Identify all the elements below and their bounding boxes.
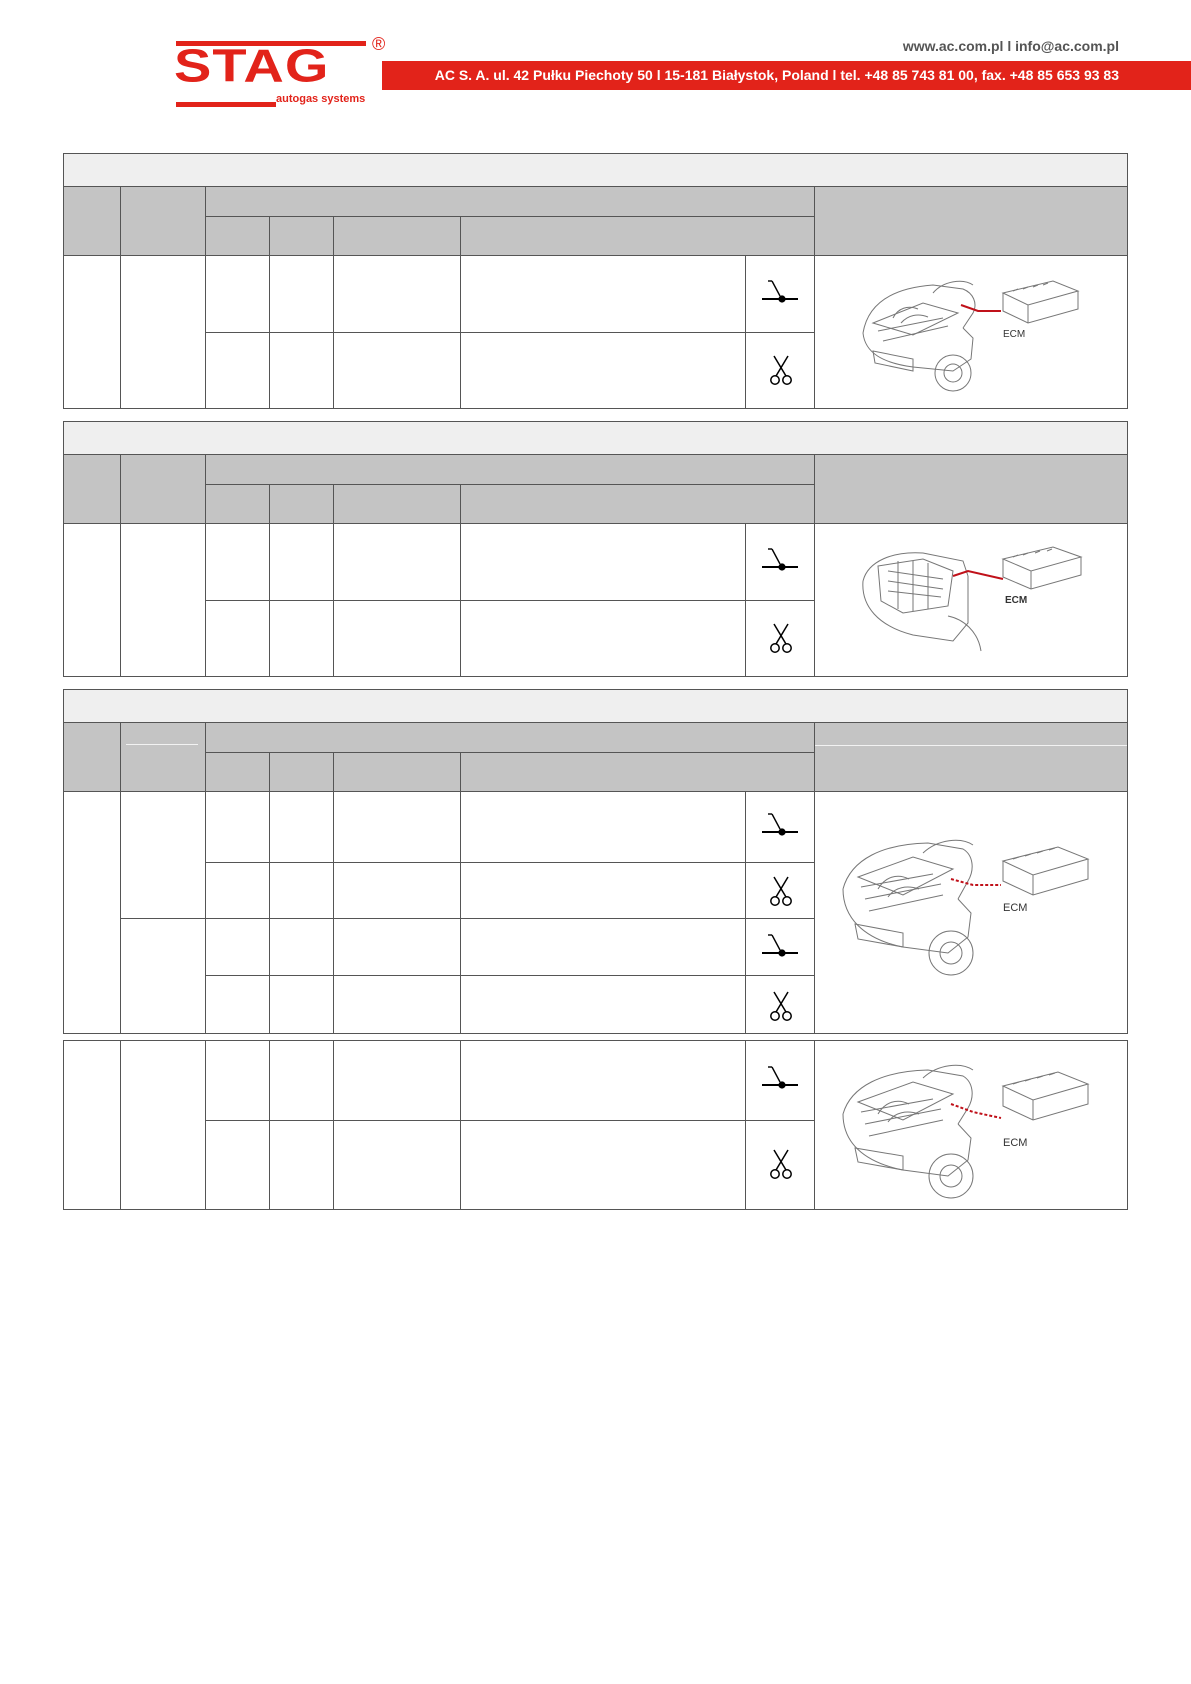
header-cell-figure (814, 722, 1128, 792)
wire-row-cell (205, 1120, 270, 1210)
header-group-wiring (205, 186, 815, 217)
header-sub-1 (205, 484, 270, 524)
wire-row-cell (460, 862, 746, 919)
ecm-label: ECM (1003, 329, 1026, 340)
wire-row-cell (205, 918, 270, 976)
logo-bar-bottom (176, 102, 276, 107)
wire-row-cell (269, 975, 334, 1034)
header-cell-col2 (120, 186, 206, 256)
table-block-3 (63, 689, 1128, 1034)
header-cell-col1 (63, 186, 121, 256)
wire-row-cell (460, 975, 746, 1034)
wire-connect-icon (760, 811, 800, 843)
body-cell-col2 (120, 918, 206, 1034)
body-cell-col1 (63, 791, 121, 1034)
header-sub-4 (460, 216, 815, 256)
header-sub-3 (333, 216, 461, 256)
wire-connect-icon (760, 278, 800, 310)
wire-row-cell (269, 332, 334, 409)
header-cell-col1 (63, 454, 121, 524)
scissors-cut-icon (768, 622, 794, 654)
wire-row-cell (205, 862, 270, 919)
table-title-row (63, 689, 1128, 723)
body-cell-col1 (63, 255, 121, 409)
wire-row-cell (460, 1040, 746, 1121)
ecm-label: ECM (1003, 1137, 1028, 1149)
contact-line: www.ac.com.pl l info@ac.com.pl (902, 38, 1119, 54)
wire-row-cell (333, 1120, 461, 1210)
header-sub-3 (333, 752, 461, 792)
wire-row-cell (460, 255, 746, 333)
wire-row-cell (205, 975, 270, 1034)
wire-row-cell (333, 255, 461, 333)
scissors-cut-icon (768, 354, 794, 386)
logo-tagline: autogas systems (276, 93, 366, 105)
header-cell-figure (814, 186, 1128, 256)
logo-wordmark: STAG (174, 39, 330, 92)
body-cell-col1 (63, 1040, 121, 1210)
ecm-label: ECM (1005, 595, 1028, 606)
wire-row-cell (269, 791, 334, 863)
scissors-cut-icon (768, 990, 794, 1022)
wire-row-cell (460, 600, 746, 677)
wire-row-cell (205, 255, 270, 333)
wire-row-cell (333, 862, 461, 919)
wire-row-cell (269, 523, 334, 601)
header-sub-2 (269, 752, 334, 792)
body-cell-col1 (63, 523, 121, 677)
wire-row-cell (460, 791, 746, 863)
header-sub-1 (205, 216, 270, 256)
scissors-cut-icon (768, 1148, 794, 1180)
table-block-2 (63, 421, 1128, 677)
table-title-row (63, 153, 1128, 187)
wire-row-cell (205, 332, 270, 409)
wire-connect-icon (760, 1064, 800, 1096)
header-group-wiring (205, 454, 815, 485)
address-text: AC S. A. ul. 42 Pułku Piechoty 50 l 15-181 Białystok, Poland l tel. +48 85 743 81 00, fax. +48 85 653 93 83 (434, 67, 1119, 83)
ecm-label: ECM (1003, 902, 1028, 914)
wire-row-cell (460, 523, 746, 601)
wire-row-cell (333, 918, 461, 976)
header-highlight-line (126, 744, 198, 745)
header-cell-col2 (120, 454, 206, 524)
wire-row-cell (269, 600, 334, 677)
body-cell-col2 (120, 255, 206, 409)
wire-row-cell (269, 255, 334, 333)
body-cell-col2 (120, 523, 206, 677)
wire-row-cell (205, 523, 270, 601)
header-sub-2 (269, 484, 334, 524)
wire-row-cell (269, 1120, 334, 1210)
body-cell-col2 (120, 791, 206, 919)
wire-row-cell (205, 600, 270, 677)
header-cell-col1 (63, 722, 121, 792)
wire-row-cell (205, 1040, 270, 1121)
wire-row-cell (269, 1040, 334, 1121)
wire-connect-icon (760, 546, 800, 578)
stag-logo (174, 34, 386, 108)
wire-row-cell (269, 918, 334, 976)
wire-row-cell (333, 975, 461, 1034)
table-title-row (63, 421, 1128, 455)
wire-row-cell (333, 600, 461, 677)
wire-row-cell (333, 791, 461, 863)
scissors-cut-icon (768, 875, 794, 907)
table-block-1 (63, 153, 1128, 409)
car-ecm-illustration (833, 1056, 1103, 1206)
logo-registered-mark: ® (372, 34, 386, 54)
wire-row-cell (460, 332, 746, 409)
header-group-wiring (205, 722, 815, 753)
car-ecm-illustration (833, 829, 1103, 989)
wire-row-cell (205, 791, 270, 863)
car-ecm-illustration (853, 531, 1093, 671)
header-sub-2 (269, 216, 334, 256)
header-sub-4 (460, 752, 815, 792)
header-cell-figure (814, 454, 1128, 524)
wire-connect-icon (760, 932, 800, 964)
wire-row-cell (333, 332, 461, 409)
body-cell-col2 (120, 1040, 206, 1210)
wire-row-cell (333, 523, 461, 601)
address-bar (382, 61, 1191, 90)
wire-row-cell (333, 1040, 461, 1121)
table-block-4 (63, 1040, 1128, 1210)
wire-row-cell (460, 1120, 746, 1210)
wire-row-cell (269, 862, 334, 919)
header-cell-col2 (120, 722, 206, 792)
wire-row-cell (460, 918, 746, 976)
header-sub-4 (460, 484, 815, 524)
header-highlight-line (815, 745, 1127, 746)
car-ecm-illustration (853, 263, 1093, 403)
header-sub-1 (205, 752, 270, 792)
header-sub-3 (333, 484, 461, 524)
